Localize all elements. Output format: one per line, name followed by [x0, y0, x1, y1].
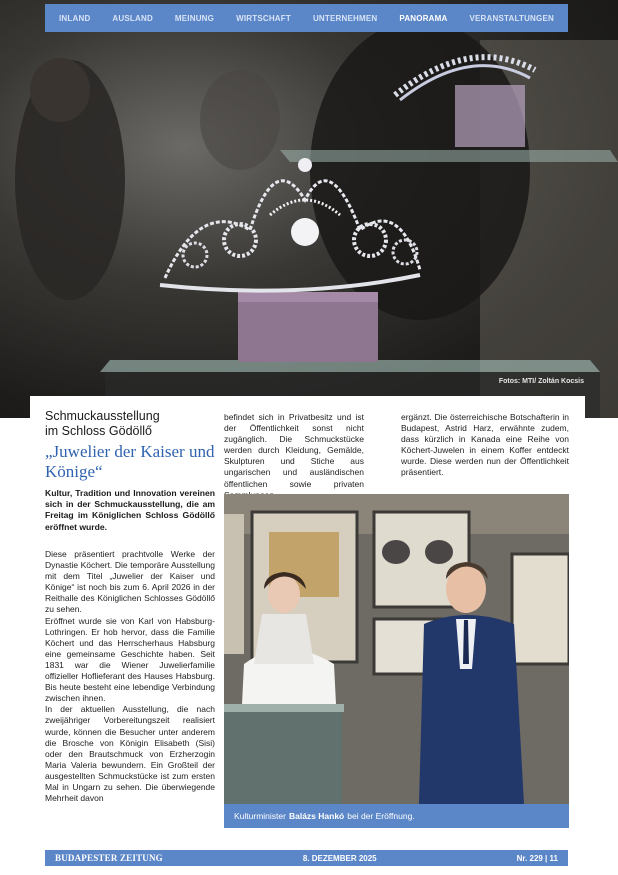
article-headline: „Juwelier der Kaiser und Könige“ [45, 442, 215, 481]
opening-photo [224, 494, 569, 804]
section-nav [45, 4, 568, 32]
nav-item-ausland[interactable]: AUSLAND [112, 13, 153, 23]
paragraph: Eröffnet wurde sie von Karl von Habsburg-Lothringen. Er hob hervor, dass die Familie Köchert und das Herrscherhaus Habsburg eine gemeinsame Geschichte haben. Seit 1831 war die Wiener Juwelierfamilie offizieller Hoflieferant des Hauses Habsburg. Bis heute besteht eine lebendige Verbindung zwischen ihnen. [45, 615, 215, 704]
article-column-1 [45, 549, 215, 804]
article-lead: Kultur, Tradition und Innovation vereinen sich in der Schmuckausstellung, die am Freitag im Königlichen Schloss Gödöllő eröffnet wurde. [45, 488, 215, 532]
photo-credit: Fotos: MTI/ Zoltán Kocsis [498, 378, 584, 385]
article-column-2 [224, 412, 364, 501]
article-kicker [45, 409, 215, 438]
page-footer [45, 850, 568, 866]
nav-item-inland[interactable]: INLAND [59, 13, 91, 23]
tiara-photo-illustration [0, 0, 618, 418]
article-column-3 [401, 412, 569, 479]
nav-item-veranstaltungen[interactable]: VERANSTALTUNGEN [469, 13, 554, 23]
caption-name: Balázs Hankó [288, 811, 345, 821]
hero-photo [0, 0, 618, 418]
paragraph: befindet sich in Privatbesitz und ist der Öffentlichkeit sonst nicht zugänglich. Die Schmuckstücke werden durch Kleidung, Gemälde, Skulpturen und Stiche aus ungarischen und ausländischen öffentlichen sowie privaten [224, 412, 364, 489]
publication-name: BUDAPESTER ZEITUNG [55, 853, 163, 863]
issue-page-number: Nr. 229 | 11 [516, 853, 558, 863]
paragraph: ergänzt. Die österreichische Botschafterin in Budapest, Astrid Harz, erwähnte zudem, dass kürzlich in Kanada eine Reihe von Köchert-Juwelen in einem Koffer entdeckt wurde. Diese werden nun der Öffentlichkeit präsentiert. [401, 412, 569, 478]
issue-date: 8. DEZEMBER 2025 [302, 853, 377, 863]
nav-item-panorama[interactable]: PANORAMA [399, 13, 448, 23]
paragraph: In der aktuellen Ausstellung, die nach zweijähriger Vorbereitungszeit realisiert wurde, können die Besucher unter anderem die Brosche von Königin Elisabeth (Sisi) oder den Brautschmuck von Erzherzogin Maria Valeria bewundern. Ein Großteil der ausgestellten Schmuckstücke ist zum ersten Mal in Ungarn zu sehen. Die überwiegende Mehrheit davon [45, 704, 215, 804]
caption-suffix: bei der Eröffnung. [347, 811, 415, 821]
kicker-line-2: im Schloss Gödöllő [45, 423, 152, 438]
nav-item-wirtschaft[interactable]: WIRTSCHAFT [236, 13, 291, 23]
kicker-line-1: Schmuckausstellung [45, 409, 160, 423]
nav-item-unternehmen[interactable]: UNTERNEHMEN [312, 13, 378, 23]
ministry-opening-illustration [224, 494, 569, 804]
paragraph: Diese präsentiert prachtvolle Werke der Dynastie Köchert. Die temporäre Ausstellung mit dem Titel „Juwelier der Kaiser und Könige“ ist noch bis zum 6. April 2026 in der Reithalle des Königlichen Schlosses Gödöllő zu sehen. [45, 549, 215, 615]
photo-caption [224, 804, 569, 828]
nav-item-meinung[interactable]: MEINUNG [174, 13, 215, 23]
caption-prefix: Kulturminister [234, 811, 286, 821]
